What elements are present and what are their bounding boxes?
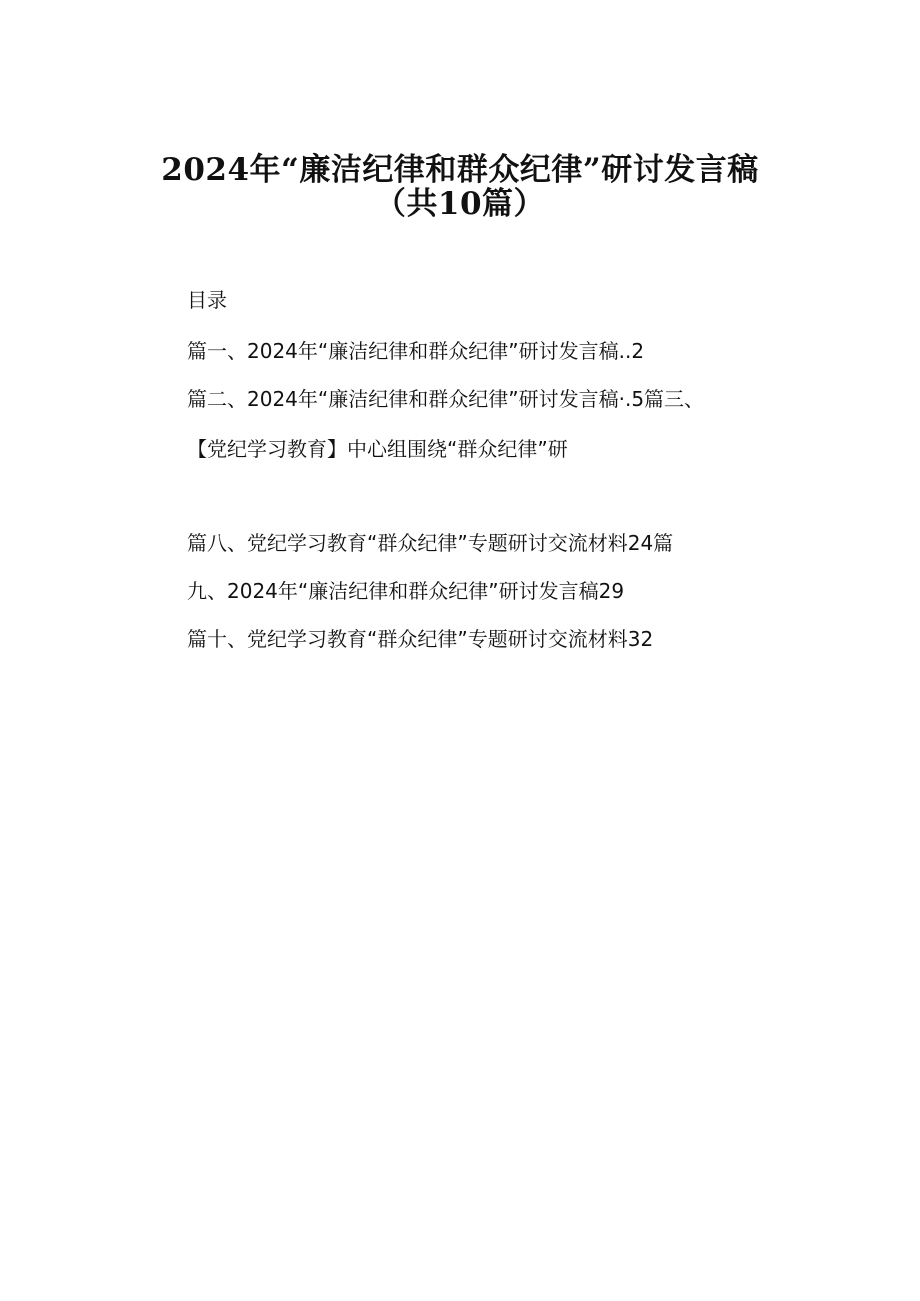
document-subtitle: （共10篇） <box>374 186 546 222</box>
document-title: 2024年“廉洁纪律和群众纪律”研讨发言稿 <box>161 152 759 188</box>
toc-heading: 目录 <box>187 288 227 312</box>
toc-entry-8: 篇八、党纪学习教育“群众纪律”专题研讨交流材料24篇 <box>187 531 674 555</box>
toc-entry-10: 篇十、党纪学习教育“群众纪律”专题研讨交流材料32 <box>187 627 654 651</box>
toc-entry-3: 【党纪学习教育】中心组围绕“群众纪律”研 <box>187 437 568 461</box>
toc-entry-1: 篇一、2024年“廉洁纪律和群众纪律”研讨发言稿..2 <box>187 339 645 363</box>
toc-entry-2: 篇二、2024年“廉洁纪律和群众纪律”研讨发言稿·.5篇三、 <box>187 387 705 411</box>
toc-entry-9: 九、2024年“廉洁纪律和群众纪律”研讨发言稿29 <box>187 579 625 603</box>
